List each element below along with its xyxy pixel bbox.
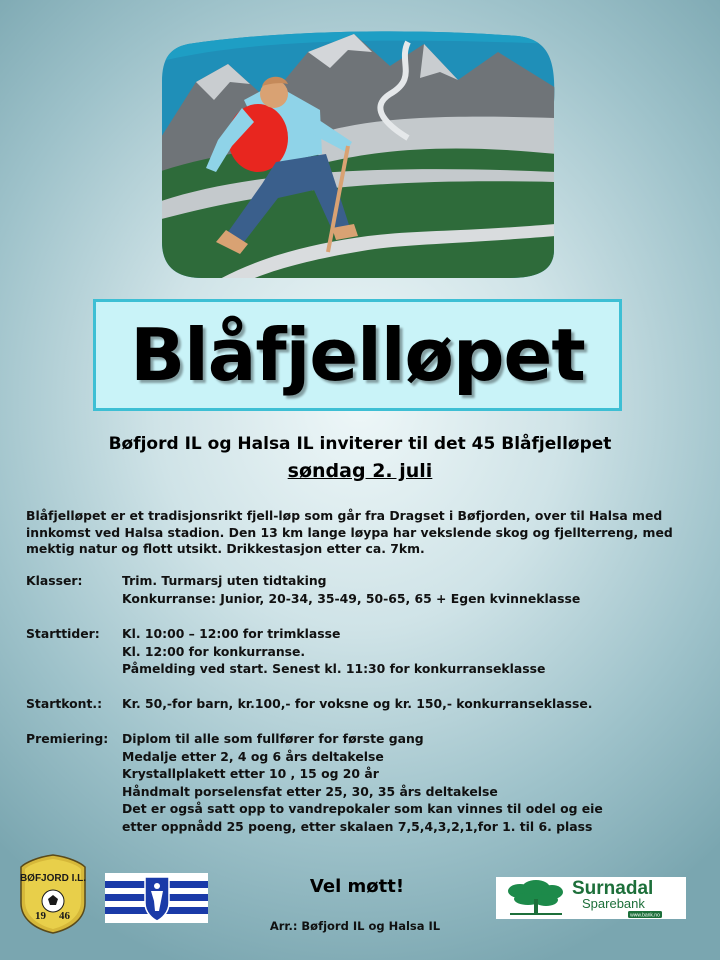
section-starttider [26, 625, 706, 678]
section-klasser [26, 572, 706, 607]
section-line: Kr. 50,-for barn, kr.100,- for voksne og kr. 150,- konkurranseklasse. [122, 696, 593, 711]
section-label: Klasser: [26, 573, 83, 588]
poster-title: Blåfjelløpet [130, 313, 585, 397]
bank-name: Surnadal [572, 878, 654, 899]
surnadal-sparebank-logo [496, 877, 686, 919]
bofjord-il-logo [19, 853, 87, 935]
section-line: Påmelding ved start. Senest kl. 11:30 for konkurranseklasse [122, 661, 546, 677]
closing-greeting: Vel møtt! [309, 876, 405, 897]
invite-line: Bøfjord IL og Halsa IL inviterer til det 45 Blåfjelløpet [108, 434, 612, 454]
section-line: Det er også satt opp to vandrepokaler som kan vinnes til odel og eie [122, 801, 603, 817]
section-line: Krystallplakett etter 10 , 15 og 20 år [122, 766, 379, 782]
section-premiering [26, 730, 706, 836]
title-box [93, 299, 622, 411]
event-date: søndag 2. juli [287, 460, 433, 482]
section-line: Trim. Turmarsj uten tidtaking [122, 573, 327, 588]
bank-subtitle: Sparebank [582, 896, 645, 911]
section-label: Starttider: [26, 626, 100, 641]
athlete-icon [154, 883, 160, 889]
section-line: Konkurranse: Junior, 20-34, 35-49, 50-65, 65 + Egen kvinneklasse [122, 590, 581, 606]
intro-paragraph: Blåfjelløpet er et tradisjonsrikt fjell-løp som går fra Dragset i Bøfjorden, over til Halsa med innkomst ved Halsa stadion. Den 13 km lange løypa har vekslende skog og fjellterreng, med mektig natur og flott utsikt. Drikkestasjon etter ca. 7km. [26, 508, 673, 556]
bofjord-year-left: 19 [35, 910, 46, 922]
section-line: Kl. 12:00 for konkurranse. [122, 643, 306, 659]
halsa-il-logo [105, 873, 208, 923]
section-line: Medalje etter 2, 4 og 6 års deltakelse [122, 748, 384, 764]
section-label: Startkont.: [26, 696, 103, 711]
section-line: etter oppnådd 25 poeng, etter skalaen 7,5,4,3,2,1,for 1. til 6. plass [122, 818, 593, 834]
section-line: Diplom til alle som fullfører for første gang [122, 731, 424, 746]
section-line: Kl. 10:00 – 12:00 for trimklasse [122, 626, 341, 641]
section-startkont [26, 695, 706, 713]
section-line: Håndmalt porselensfat etter 25, 30, 35 års deltakelse [122, 783, 498, 799]
section-label: Premiering: [26, 731, 109, 746]
bank-url: www.bank.no [630, 912, 660, 919]
bofjord-year-right: 46 [59, 910, 70, 922]
organizer-line: Arr.: Bøfjord IL og Halsa IL [269, 919, 441, 933]
bofjord-logo-text: BØFJORD I.L. [19, 873, 87, 884]
hiker-illustration [158, 22, 556, 280]
